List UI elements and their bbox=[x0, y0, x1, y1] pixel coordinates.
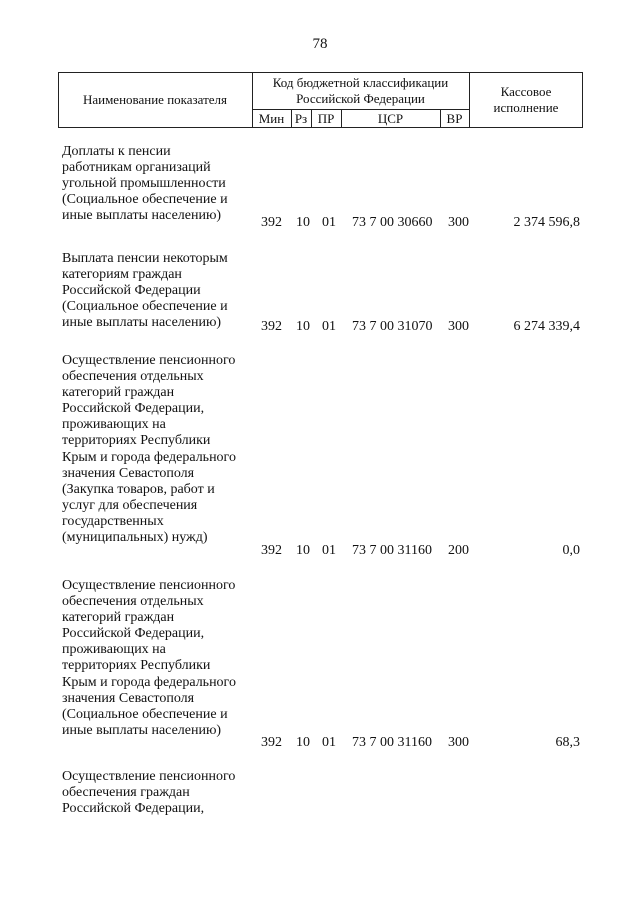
header-name-column: Наименование показателя bbox=[82, 92, 228, 107]
row-min: 392 bbox=[261, 215, 282, 230]
row-amount: 2 374 596,8 bbox=[513, 215, 580, 230]
header-divider bbox=[252, 109, 469, 110]
row-pr: 01 bbox=[322, 735, 336, 750]
row-pr: 01 bbox=[322, 543, 336, 558]
row-amount: 68,3 bbox=[555, 735, 580, 750]
row-amount: 6 274 339,4 bbox=[513, 319, 580, 334]
row-name: Осуществление пенсионного обеспечения отдельных категорий граждан Российской Федерации, проживающих на территориях Республики Крым и города федерального значения Севастополя (Закупка товаров, работ и услуг для обеспечения государственных (муниципальных) нужд) bbox=[62, 353, 236, 546]
row-rz: 10 bbox=[296, 735, 310, 750]
page-number: 78 bbox=[312, 36, 328, 52]
row-pr: 01 bbox=[322, 215, 336, 230]
row-csr: 73 7 00 31160 bbox=[352, 543, 432, 558]
row-rz: 10 bbox=[296, 543, 310, 558]
row-vr: 300 bbox=[448, 735, 469, 750]
row-name: Доплаты к пенсии работникам организаций угольной промышленности (Социальное обеспечение и иные выплаты населению) bbox=[62, 144, 228, 224]
header-execution-line2: исполнение bbox=[493, 100, 559, 115]
row-name: Выплата пенсии некоторым категориям граждан Российской Федерации (Социальное обеспечение и иные выплаты населению) bbox=[62, 251, 228, 331]
row-csr: 73 7 00 30660 bbox=[352, 215, 433, 230]
row-pr: 01 bbox=[322, 319, 336, 334]
header-min: Мин bbox=[258, 111, 285, 126]
row-min: 392 bbox=[261, 319, 282, 334]
header-csr: ЦСР bbox=[377, 111, 404, 126]
row-rz: 10 bbox=[296, 319, 310, 334]
row-csr: 73 7 00 31160 bbox=[352, 735, 432, 750]
row-name: Осуществление пенсионного обеспечения граждан Российской Федерации, bbox=[62, 769, 236, 817]
row-min: 392 bbox=[261, 735, 282, 750]
row-min: 392 bbox=[261, 543, 282, 558]
row-vr: 300 bbox=[448, 215, 469, 230]
header-rz: Рз bbox=[294, 111, 308, 126]
header-code-group-line2: Российской Федерации bbox=[296, 91, 425, 106]
row-vr: 200 bbox=[448, 543, 469, 558]
row-rz: 10 bbox=[296, 215, 310, 230]
header-execution-line1: Кассовое bbox=[500, 84, 552, 99]
row-name: Осуществление пенсионного обеспечения отдельных категорий граждан Российской Федерации, проживающих на территориях Республики Крым и города федерального значения Севастополя (Социальное обеспечение и иные выплаты населению) bbox=[62, 578, 236, 738]
table-header bbox=[58, 72, 583, 128]
row-amount: 0,0 bbox=[562, 543, 580, 558]
row-csr: 73 7 00 31070 bbox=[352, 319, 433, 334]
row-vr: 300 bbox=[448, 319, 469, 334]
header-code-group-line1: Код бюджетной классификации bbox=[272, 75, 449, 90]
header-pr: ПР bbox=[317, 111, 335, 126]
header-vr: ВР bbox=[446, 111, 463, 126]
